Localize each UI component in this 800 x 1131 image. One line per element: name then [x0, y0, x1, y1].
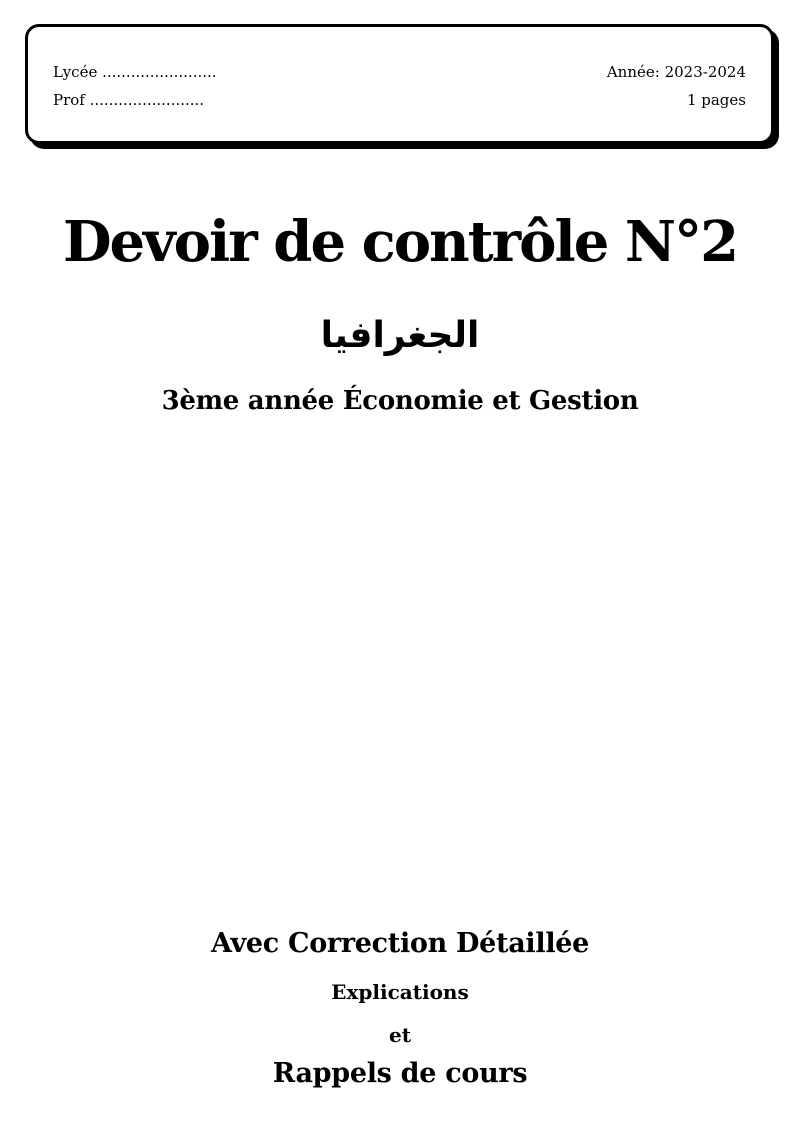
lycee-field: Lycée ........................: [53, 63, 217, 81]
explications-note: Explications: [331, 980, 469, 1004]
school-year: Année: 2023-2024: [606, 63, 746, 81]
page-count: 1 pages: [686, 91, 746, 109]
class-level: 3ème année Économie et Gestion: [161, 386, 639, 416]
document-title: Devoir de contrôle N°2: [62, 209, 738, 275]
subject-arabic: الجغرافيا: [320, 315, 480, 356]
prof-field: Prof ........................: [53, 91, 205, 109]
correction-note: Avec Correction Détaillée: [210, 928, 590, 959]
rappels-note: Rappels de cours: [272, 1058, 528, 1089]
header-box: [25, 24, 774, 144]
and-note: et: [389, 1023, 411, 1047]
